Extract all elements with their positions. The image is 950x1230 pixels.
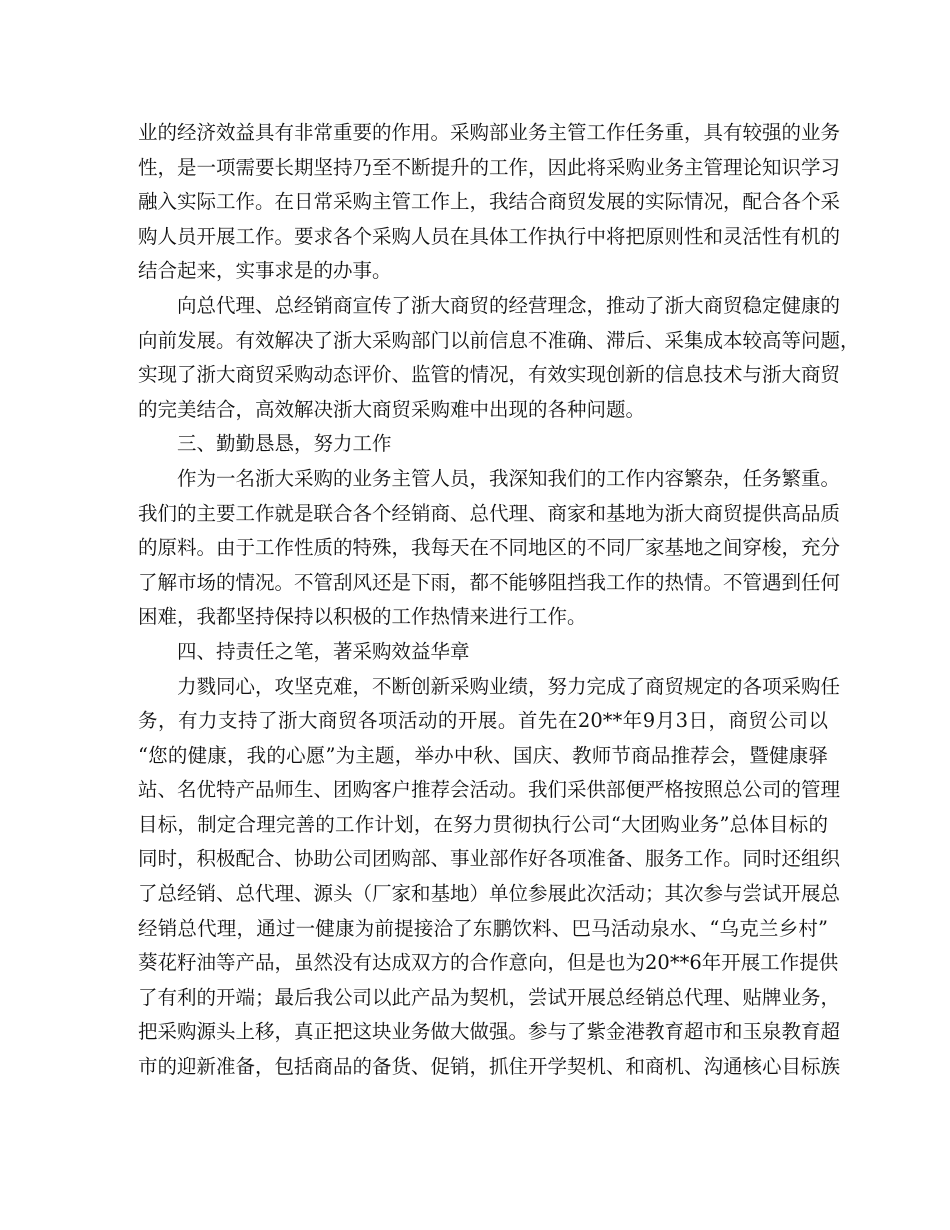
paragraph-first-line: 作为一名浙大采购的业务主管人员，我深知我们的工作内容繁杂，任务繁重。 [177,466,841,490]
text-line: 目标，制定合理完善的工作计划，在努力贯彻执行公司“大团购业务”总体目标的 [138,812,828,836]
section-heading: 四、持责任之笔，著采购效益华章 [177,639,470,663]
text-line: 困难，我都坚持保持以积极的工作热情来进行工作。 [138,605,587,629]
text-line: 融入实际工作。在日常采购主管工作上，我结合商贸发展的实际情况，配合各个采 [138,190,841,214]
text-line: “您的健康，我的心愿”为主题，举办中秋、国庆、教师节商品推荐会，暨健康驿 [138,743,828,767]
text-line: 了有利的开端；最后我公司以此产品为契机，尝试开展总经销总代理、贴牌业务， [138,985,841,1009]
text-line: 市的迎新准备，包括商品的备货、促销，抓住开学契机、和商机、沟通核心目标族 [138,1055,841,1079]
text-line: 把采购源头上移，真正把这块业务做大做强。参与了紫金港教育超市和玉泉教育超 [138,1020,841,1044]
text-line: 结合起来，实事求是的办事。 [138,259,392,283]
text-line: 性，是一项需要长期坚持乃至不断提升的工作，因此将采购业务主管理论知识学习 [138,155,841,179]
text-line: 实现了浙大商贸采购动态评价、监管的情况，有效实现创新的信息技术与浙大商贸 [138,363,841,387]
text-line: 务，有力支持了浙大商贸各项活动的开展。首先在20**年9月3日，商贸公司以 [138,709,828,733]
paragraph-first-line: 向总代理、总经销商宣传了浙大商贸的经营理念，推动了浙大商贸稳定健康的 [177,293,841,317]
text-line: 的原料。由于工作性质的特殊，我每天在不同地区的不同厂家基地之间穿梭，充分 [138,536,841,560]
text-line: 业的经济效益具有非常重要的作用。采购部业务主管工作任务重，具有较强的业务 [138,121,841,144]
text-line: 向前发展。有效解决了浙大采购部门以前信息不准确、滞后、采集成本较高等问题， [138,328,860,352]
text-line: 同时，积极配合、协助公司团购部、事业部作好各项准备、服务工作。同时还组织 [138,847,841,871]
text-line: 葵花籽油等产品，虽然没有达成双方的合作意向，但是也为20**6年开展工作提供 [138,951,839,975]
paragraph-first-line: 力戮同心，攻坚克难，不断创新采购业绩，努力完成了商贸规定的各项采购任 [177,674,841,698]
text-line: 了解市场的情况。不管刮风还是下雨，都不能够阻挡我工作的热情。不管遇到任何 [138,570,841,594]
text-line: 经销总代理，通过一健康为前提接洽了东鹏饮料、巴马活动泉水、“乌克兰乡村” [138,916,828,940]
document-body [138,116,860,1085]
text-line: 了总经销、总代理、源头（厂家和基地）单位参展此次活动；其次参与尝试开展总 [138,882,841,906]
text-line: 购人员开展工作。要求各个采购人员在具体工作执行中将把原则性和灵活性有机的 [138,224,841,248]
text-line: 我们的主要工作就是联合各个经销商、总代理、商家和基地为浙大商贸提供高品质 [138,501,841,525]
section-heading: 三、勤勤恳恳，努力工作 [177,432,392,456]
text-line: 站、名优特产品师生、团购客户推荐会活动。我们采供部便严格按照总公司的管理 [138,778,841,802]
text-line: 的完美结合，高效解决浙大商贸采购难中出现的各种问题。 [138,397,646,421]
